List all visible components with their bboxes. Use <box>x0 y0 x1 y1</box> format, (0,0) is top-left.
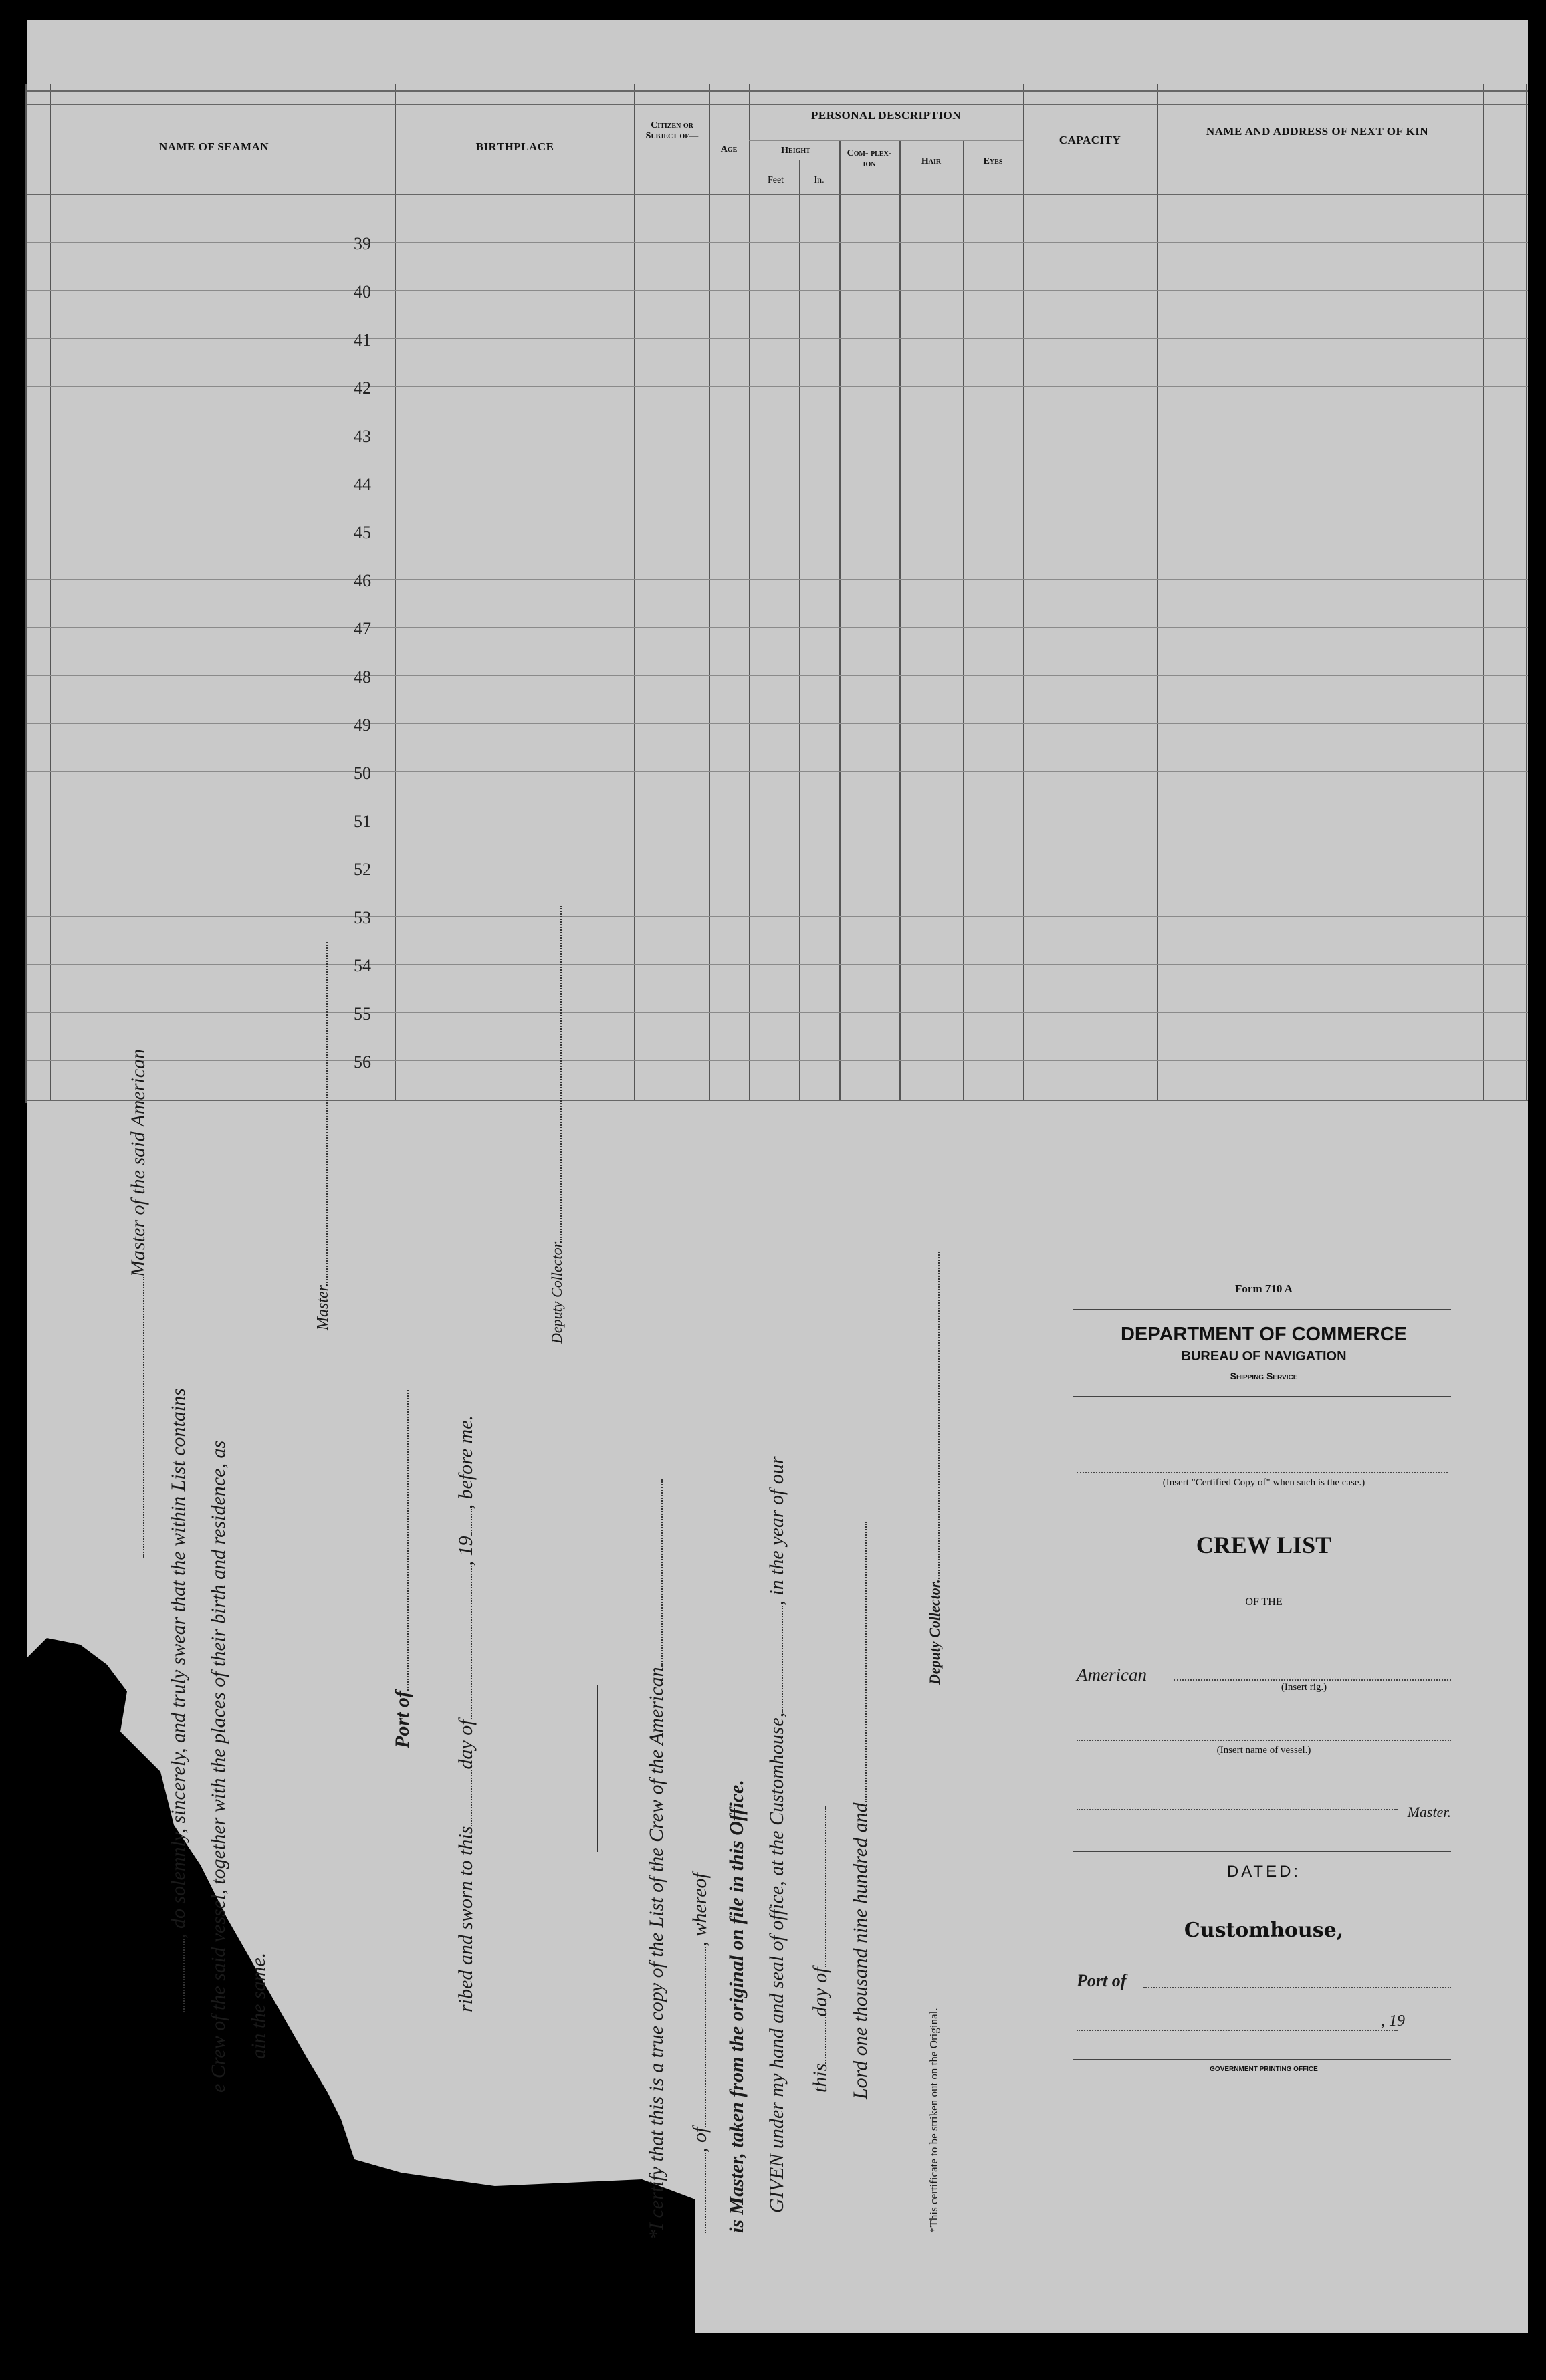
certificate-line-4: GIVEN under my hand and seal of office, at the Customhouse,, in the year of our <box>766 1456 788 2213</box>
header-inches: In. <box>814 175 824 185</box>
row-rule <box>27 579 1528 580</box>
certificate-footnote: *This certificate to be striken out on the Original. <box>927 2008 940 2233</box>
insert-line <box>1077 1472 1448 1473</box>
row-rule <box>27 1012 1528 1013</box>
vessel-line <box>1077 1740 1451 1741</box>
oath-subscribed: ribed and sworn to thisday of, 19, before me. <box>455 1415 477 2012</box>
cover-panel <box>1070 1277 1458 2113</box>
date-line <box>1077 2030 1398 2031</box>
column-divider <box>749 84 750 1100</box>
insert-note: (Insert "Certified Copy of" when such is the case.) <box>1162 1477 1365 1488</box>
row-rule <box>27 964 1528 965</box>
header-birthplace: BIRTHPLACE <box>475 140 554 153</box>
row-rule <box>27 723 1528 724</box>
section-divider <box>597 1685 598 1852</box>
row-rule <box>27 916 1528 917</box>
row-number: 48 <box>354 667 371 687</box>
certificate-line-6: Lord one thousand nine hundred and <box>849 1522 872 2099</box>
certificate-line-1: *I certify that this is a true copy of the List of the Crew of the American <box>645 1479 668 2240</box>
rig-line <box>1174 1679 1451 1681</box>
column-divider <box>634 84 635 1100</box>
header-capacity: CAPACITY <box>1059 134 1121 146</box>
header-next-of-kin: NAME AND ADDRESS OF NEXT OF KIN <box>1206 125 1429 138</box>
table-top-rule <box>27 104 1528 105</box>
american-label: American <box>1077 1665 1147 1685</box>
rule <box>1073 1309 1451 1310</box>
printer-label: GOVERNMENT PRINTING OFFICE <box>1210 2066 1318 2073</box>
row-rule <box>27 675 1528 676</box>
row-number: 39 <box>354 234 371 253</box>
row-rule <box>27 290 1528 291</box>
row-number: 51 <box>354 812 371 831</box>
row-number: 42 <box>354 378 371 398</box>
row-number: 45 <box>354 523 371 542</box>
header-personal-description: PERSONAL DESCRIPTION <box>811 109 961 122</box>
header-rule <box>749 140 1023 141</box>
row-number: 47 <box>354 619 371 638</box>
year-label: , 19 <box>1381 2012 1405 2030</box>
row-number: 55 <box>354 1004 371 1024</box>
column-divider <box>1483 84 1484 1100</box>
column-divider <box>1526 84 1527 1100</box>
column-divider <box>50 84 51 1100</box>
certificate-line-2: , of, whereof <box>689 1873 711 2233</box>
column-divider <box>1023 84 1024 1100</box>
row-number: 49 <box>354 715 371 735</box>
port-line <box>1143 1987 1451 1988</box>
customhouse-label: Customhouse, <box>1184 1919 1344 1942</box>
row-number: 53 <box>354 908 371 927</box>
crew-list-title: CREW LIST <box>1196 1532 1332 1558</box>
row-number: 54 <box>354 956 371 975</box>
column-divider <box>709 84 710 1100</box>
certificate-deputy-collector: Deputy Collector. <box>926 1252 944 1685</box>
insert-vessel-note: (Insert name of vessel.) <box>1216 1745 1311 1756</box>
column-divider <box>799 160 800 1100</box>
oath-master-label: Master. <box>314 942 332 1330</box>
oath-line-3: e Crew of the said vessel, together with the places of their birth and residence, as <box>207 1440 229 2093</box>
certificate-line-5: thisday of <box>809 1806 832 2093</box>
master-line <box>1077 1809 1398 1810</box>
rule <box>1073 1851 1451 1852</box>
column-divider <box>899 140 901 1100</box>
column-divider <box>395 84 396 1100</box>
header-name-of-seaman: NAME OF SEAMAN <box>158 140 269 153</box>
column-divider <box>839 140 841 1100</box>
form-number: Form 710 A <box>1235 1282 1293 1295</box>
row-rule <box>27 771 1528 772</box>
oath-line-4: ain the same. <box>247 1952 269 2059</box>
header-height: Height <box>781 146 810 156</box>
header-feet: Feet <box>767 175 784 185</box>
row-number: 52 <box>354 860 371 879</box>
row-number: 56 <box>354 1052 371 1072</box>
table-bottom-rule <box>27 1100 1528 1101</box>
header-bottom-rule <box>27 194 1528 195</box>
table-top-rule <box>27 90 1528 92</box>
service-title: Shipping Service <box>1230 1371 1298 1381</box>
certificate-line-3: is Master, taken from the original on file in this Office. <box>726 1780 748 2233</box>
of-the-label: OF THE <box>1245 1596 1283 1608</box>
port-of-label: Port of <box>1077 1971 1127 1990</box>
header-citizen: Citizen or Subject of— <box>645 120 699 141</box>
header-eyes: Eyes <box>983 156 1003 166</box>
header-age: Age <box>720 144 738 154</box>
rule <box>1073 2059 1451 2060</box>
row-rule <box>27 338 1528 339</box>
oath-deputy-collector: Deputy Collector. <box>548 906 566 1344</box>
column-divider <box>963 140 964 1100</box>
row-rule <box>27 386 1528 387</box>
oath-line-2: , do solemnly, sincerely, and truly swear that the within List contains <box>167 1388 190 2012</box>
row-number: 40 <box>354 282 371 302</box>
row-number: 46 <box>354 571 371 590</box>
department-title: DEPARTMENT OF COMMERCE <box>1120 1324 1407 1345</box>
column-divider <box>1157 84 1158 1100</box>
row-rule <box>27 627 1528 628</box>
master-label: Master. <box>1407 1804 1451 1820</box>
row-rule <box>27 242 1528 243</box>
row-number: 44 <box>354 475 371 494</box>
row-number: 41 <box>354 330 371 350</box>
oath-line-1: Master of the said American <box>127 1049 150 1558</box>
bureau-title: BUREAU OF NAVIGATION <box>1181 1349 1347 1364</box>
rule <box>1073 1396 1451 1397</box>
insert-rig-note: (Insert rig.) <box>1281 1682 1327 1693</box>
header-hair: Hair <box>921 156 942 166</box>
table-border-left <box>25 84 27 1103</box>
row-number: 50 <box>354 763 371 783</box>
row-number: 43 <box>354 427 371 446</box>
header-complexion: Com- plex- ion <box>847 148 892 169</box>
row-rule <box>27 1060 1528 1061</box>
dated-label: DATED: <box>1226 1863 1301 1881</box>
oath-port-label: Port of <box>391 1390 414 1748</box>
